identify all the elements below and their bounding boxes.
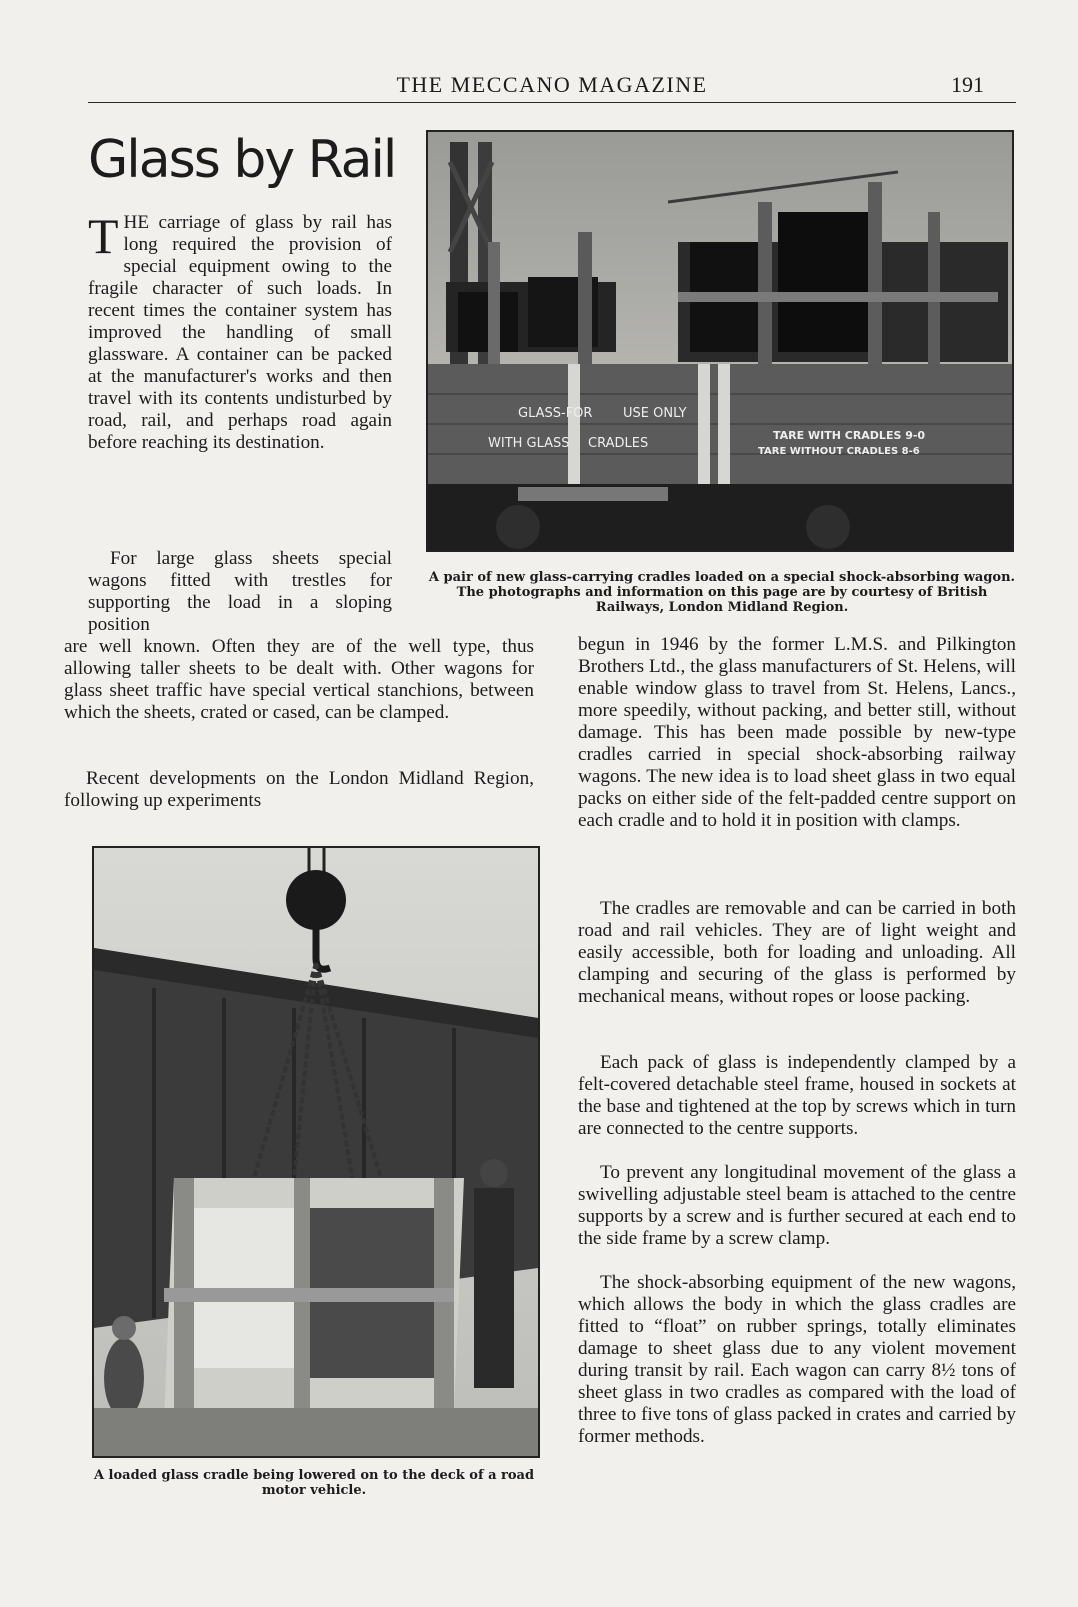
wagon-photo xyxy=(426,130,1014,552)
paragraph-1-text: HE carriage of glass by rail has long required the provision of special equipment owing to the fragile character of such loads. In recent times the container system has improved the handling of small glassware. A container can be packed at the manufacturer's works and then travel with its contents undisturbed by road, rail, and perhaps road again before reaching its destination. xyxy=(88,212,392,453)
paragraph-5: Each pack of glass is independently clamped by a felt-covered detachable steel frame, housed in sockets at the base and tightened at the top by screws which in turn are connected to the centre supports. xyxy=(578,1052,1016,1139)
wagon-tare-2: TARE WITHOUT CRADLES 8-6 xyxy=(758,446,920,457)
paragraph-2a: For large glass sheets special wagons fitted with trestles for supporting the load in a sloping position xyxy=(88,548,392,635)
wagon-tare-1: TARE WITH CRADLES 9-0 xyxy=(773,429,926,442)
paragraph-7: The shock-absorbing equipment of the new wagons, which allows the body in which the glass cradles are fitted to “float” on rubber springs, totally eliminates damage to sheet glass due to any violent movement during transit by rail. Each wagon can carry 8½ tons of sheet glass in two cradles as compared with the load of three to five tons of glass packed in crates and carried by former methods. xyxy=(578,1272,1016,1447)
wagon-lettering-3: WITH GLASS xyxy=(488,436,570,451)
wagon-lettering-2: USE ONLY xyxy=(623,406,687,421)
paragraph-3-continued: begun in 1946 by the former L.M.S. and Pilkington Brothers Ltd., the glass manufacturers of St. Helens, will enable window glass to travel from St. Helens, Lancs., more speedily, without packing, and better still, without damage. This has been made possible by new-type cradles carried in special shock-absorbing railway wagons. The new idea is to load sheet glass in two equal packs on either side of the felt-padded centre support on each cradle and to hold it in position with clamps. xyxy=(578,634,1016,831)
wagon-lettering-4: CRADLES xyxy=(588,436,649,451)
paragraph-4: The cradles are removable and can be carried in both road and rail vehicles. They are of light weight and easily accessible, both for loading and unloading. All clamping and securing of the glass is performed by mechanical means, without ropes or loose packing. xyxy=(578,898,1016,1007)
page-number: 191 xyxy=(951,72,984,97)
magazine-title: THE MECCANO MAGAZINE xyxy=(396,72,708,97)
running-header xyxy=(88,70,1016,103)
wagon-lettering-1: GLASS-FOR xyxy=(518,406,593,421)
paragraph-3: Recent developments on the London Midland Region, following up experiments xyxy=(64,768,534,811)
wagon-photo-caption: A pair of new glass-carrying cradles loaded on a special shock-absorbing wagon. The photographs and information on this page are by courtesy of British Railways, London Midland Region. xyxy=(428,570,1016,615)
article-title: Glass by Rail xyxy=(88,130,396,190)
drop-cap: T xyxy=(88,208,119,264)
paragraph-2b: are well known. Often they are of the well type, thus allowing taller sheets to be dealt with. Other wagons for glass sheet traffic have special vertical stanchions, between which the sheets, crated or cased, can be clamped. xyxy=(64,636,534,723)
cradle-photo-caption: A loaded glass cradle being lowered on to the deck of a road motor vehicle. xyxy=(93,1468,535,1498)
paragraph-6: To prevent any longitudinal movement of the glass a swivelling adjustable steel beam is attached to the centre supports by a screw and is further secured at each end to the side frame by a screw clamp. xyxy=(578,1162,1016,1249)
paragraph-1 xyxy=(88,208,392,454)
cradle-photo xyxy=(92,846,540,1458)
